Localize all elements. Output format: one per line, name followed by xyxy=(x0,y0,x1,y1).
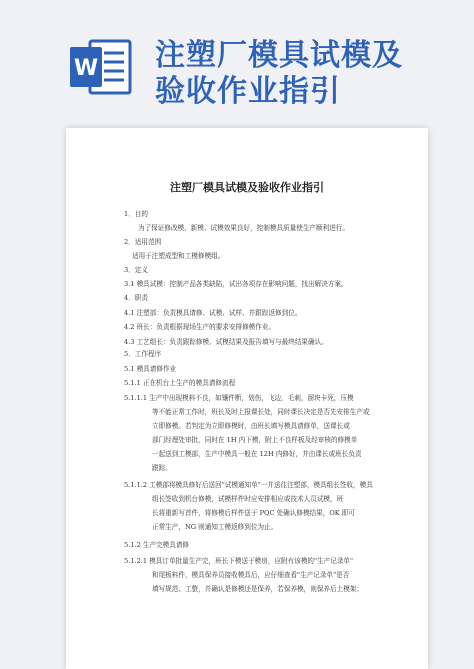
document-page xyxy=(66,128,428,669)
svg-text:W: W xyxy=(73,56,99,81)
doc-line: 立即修模。若判定为立即修模时，由班长填写模具请修单，送课长或 xyxy=(152,422,350,430)
doc-line: 正常生产，NG 则通知工模返修到位为止。 xyxy=(152,523,278,531)
doc-line: 5．工作程序 xyxy=(124,350,162,358)
doc-line: 5.1 模具请修作业 xyxy=(124,365,177,373)
doc-line: 长将重新写首件，将修模后样件送于 PQC 处确认修模结果，OK 即可 xyxy=(152,509,355,517)
doc-line: 5.1.1.1 生产中出现模料不良，如镶件断，划伤，飞边，毛刺，溜块卡死，压模 xyxy=(124,394,354,402)
header xyxy=(0,0,474,122)
doc-line: 跟踪。 xyxy=(152,464,172,472)
doc-line: 5.1.1.2 工模部将模具修好后送回"试模通知单"一并送往注塑部，模具组长签收，模具 xyxy=(124,481,373,489)
doc-line: 4.1 注塑部：负责模具请修、试模、试样、并跟踪返修到位。 xyxy=(124,309,302,317)
doc-line: 为了保证修改模、新模、试模效果良好，控制模具质量使生产顺利进行。 xyxy=(138,224,349,232)
page-title-line-2: 验收作业指引 xyxy=(155,74,341,109)
page-title-line-1: 注塑厂模具试模及 xyxy=(155,38,403,73)
doc-line: 组长签收到机台修模，试模样件时应安排相应或技术人员试模，班 xyxy=(152,495,344,503)
doc-line: 4.2 班长：负责根据现场生产的要求安排修模作业。 xyxy=(124,323,276,331)
doc-line: 等不能正常工作时，班长及时上报课长处，同时课长决定是否先安排生产或 xyxy=(152,408,370,416)
doc-line: 部门经理处审批，同时在 1H 内下模，附上不良样板及经审核的修模单 xyxy=(152,436,358,444)
document-title: 注塑厂模具试模及验收作业指引 xyxy=(170,181,324,194)
word-doc-icon xyxy=(68,37,134,97)
doc-line: 5.1.1 正在机台上生产的模具请修流程 xyxy=(124,379,236,387)
doc-line: 一起送到工模部，生产中模具一般在 12H 内修好，并由课长或班长负责 xyxy=(152,450,362,458)
doc-line: 3.1 模具试模：控制产品各类缺陷，试出各项存在影响问题，找出解决方案。 xyxy=(124,280,348,288)
doc-line: 填写规范、工整，并确认是修模还是保养，若保养模，则保养后上模架； xyxy=(152,585,363,593)
doc-line: 1．目的 xyxy=(124,210,148,218)
doc-line: 3．定义 xyxy=(124,266,148,274)
doc-line: 和尾板料件，模具保养员接收模具后，应仔细查看"生产记录单"是否 xyxy=(152,571,350,579)
doc-line: 5.1.2 生产完模具请修 xyxy=(124,541,190,549)
doc-line: 5.1.2.1 模具订单批量生产完，班长下模送于模房，应附有该模的"生产记录单" xyxy=(124,557,354,565)
doc-line: 2．适用范围 xyxy=(124,238,162,246)
doc-line: 4．职责 xyxy=(124,294,148,302)
doc-line: 适用于注塑成型和工模修模组。 xyxy=(132,252,225,260)
doc-line: 4.3 工艺组长：负责跟踪修模、试模结果及报告填写与最终结果确认。 xyxy=(124,338,328,346)
